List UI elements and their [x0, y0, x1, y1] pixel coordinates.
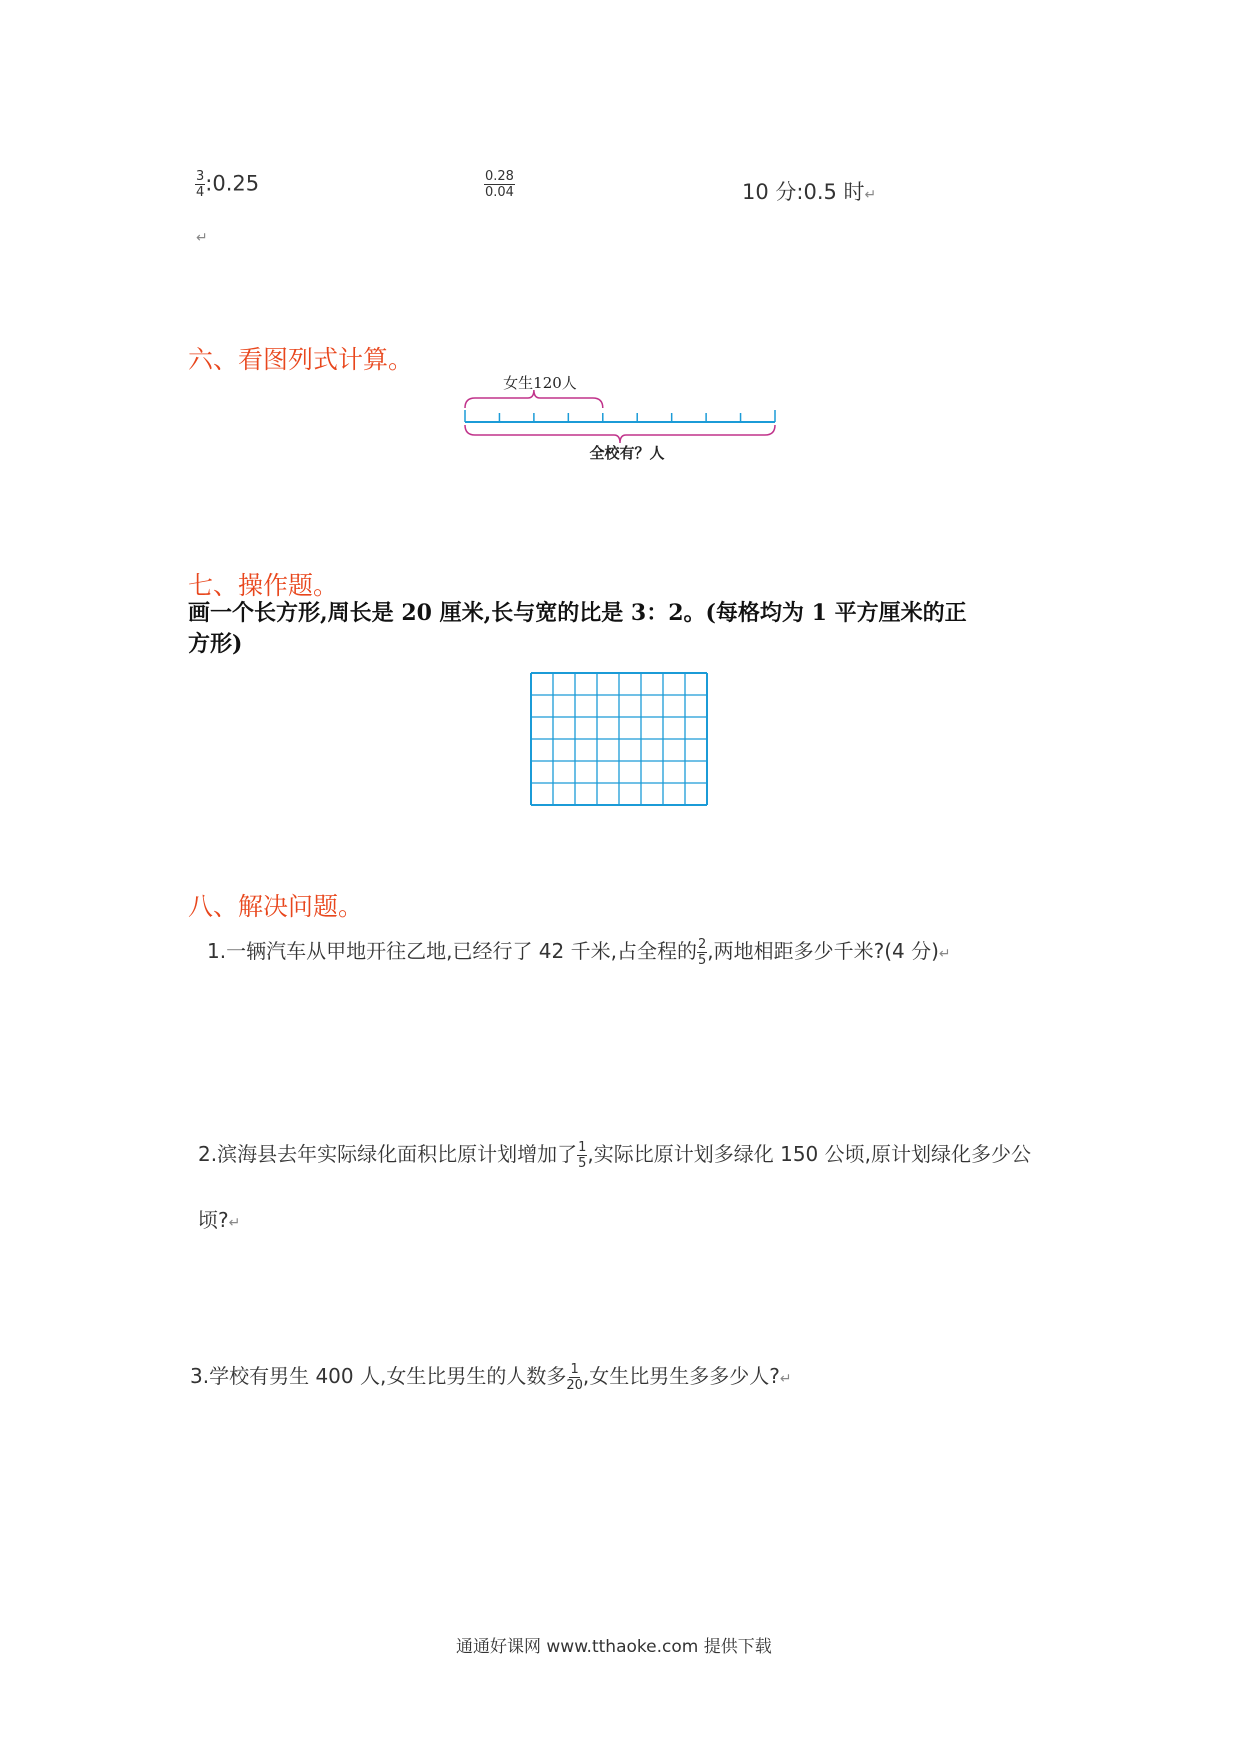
fraction: $\frac{3}{4}$: [196, 169, 205, 200]
return-mark-icon: ↵: [228, 1215, 241, 1231]
diagram-svg: [450, 370, 790, 465]
return-mark-icon: ↵: [938, 946, 951, 962]
diagram-bottom-label: 全校有？人: [589, 444, 665, 462]
return-mark-icon: ↵: [779, 1371, 792, 1387]
fraction: $\frac{1}{20}$: [566, 1362, 583, 1393]
ratio-item-3: 10 分:0.5 时↵: [742, 180, 877, 204]
instruction-text: 画一个长方形,周长是 20 厘米,长与宽的比是 3：2。(每格均为 1 平方厘米的正 方形): [188, 600, 967, 657]
segment-diagram: [450, 370, 790, 465]
return-mark-icon: ↵: [196, 230, 208, 246]
square-grid[interactable]: [530, 672, 712, 812]
fraction: $\frac{2}{5}$: [697, 937, 707, 968]
fraction: $\frac{0.28}{0.04}$: [485, 169, 514, 200]
section-7-heading: 七、操作题。: [188, 571, 339, 600]
diagram-top-label: 女生120人: [503, 374, 577, 392]
ratio-item-2: [484, 170, 515, 199]
problem-3: 3.学校有男生 400 人,女生比男生的人数多 $\frac{1}{20}$ ,女生比男生多多少人?↵: [190, 1362, 792, 1393]
diagram-bottom-brace: [465, 425, 775, 443]
problem-2: 2.滨海县去年实际绿化面积比原计划增加了 $\frac{1}{5}$ ,实际比原计划多绿化 150 公顷,原计划绿化多少公: [198, 1140, 1031, 1171]
grid-svg[interactable]: [530, 672, 712, 808]
footer-credit: 通通好课网 www.tthaoke.com 提供下载: [456, 1637, 772, 1657]
ratio-item-1: $\frac{3}{4}$ :0.25: [196, 169, 260, 200]
problem-1: 1.一辆汽车从甲地开往乙地,已经行了 42 千米,占全程的 $\frac{2}{5}$ ,两地相距多少千米?(4 分)↵: [207, 937, 951, 968]
problem-2-line-2: 顷?↵: [198, 1208, 241, 1232]
section-8-heading: 八、解决问题。: [188, 892, 364, 921]
section-6-heading: 六、看图列式计算。: [188, 345, 414, 374]
return-mark-icon: ↵: [864, 187, 877, 203]
diagram-top-brace: [465, 390, 603, 408]
fraction: $\frac{1}{5}$: [578, 1140, 587, 1171]
